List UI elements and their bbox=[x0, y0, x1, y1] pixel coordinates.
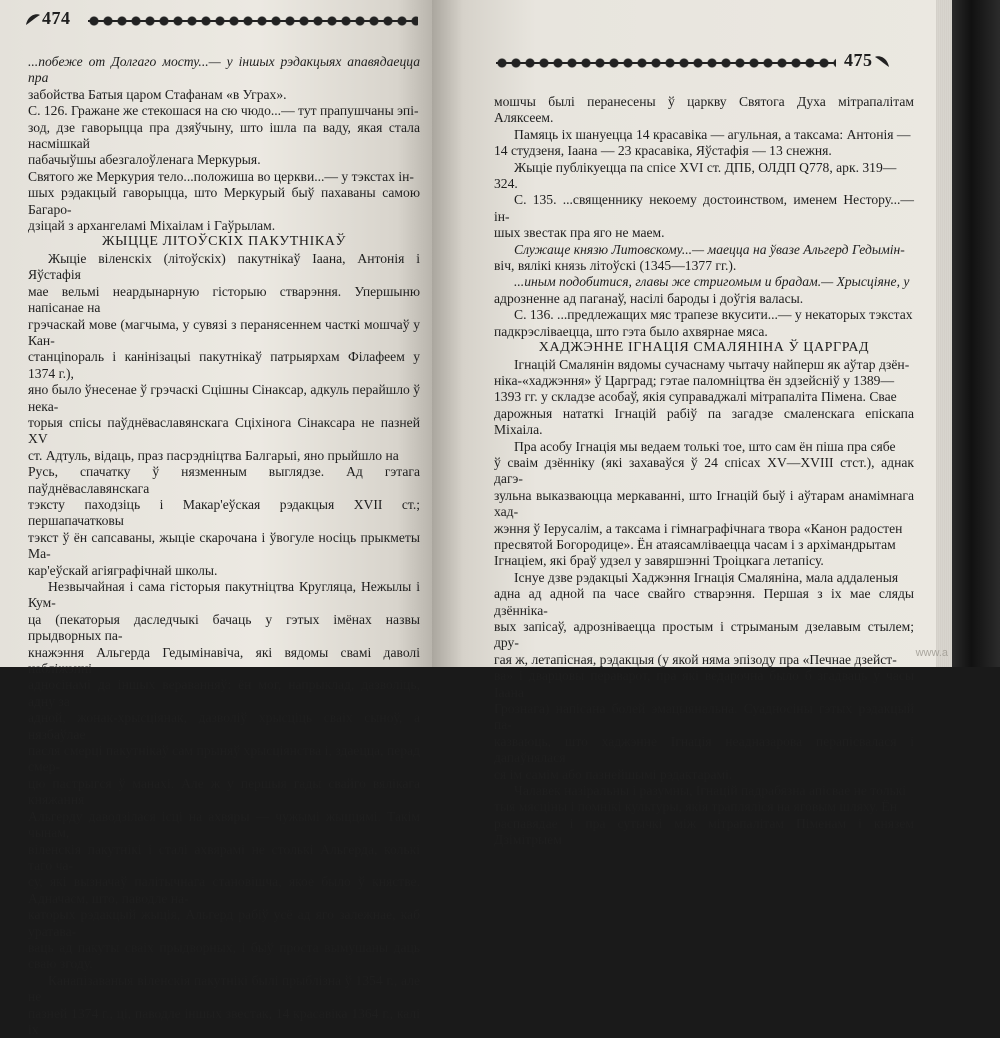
note-line: забойства Батыя царом Стафанам «в Уграх». bbox=[28, 86, 287, 102]
right-section-heading: ХАДЖЭННЕ ІГНАЦІЯ СМАЛЯНІНА Ў ЦАРГРАД bbox=[538, 340, 870, 356]
body-line: адной, жонак-хрысціянак, дазволіў хрысціць сваіх сыноў, а нязбаўлае bbox=[28, 710, 420, 742]
body-line: тыя мясціны і помнікі культуры, якія трапляліся на яговым шляху. Ён bbox=[494, 799, 897, 815]
body-line: зульна выказваюцца меркаванні, што Ігнацій быў і аўтарам анамімнага хад- bbox=[494, 487, 914, 520]
note-line: адрозненне ад паганаў, насілі бароды і доўгія валасы. bbox=[494, 290, 804, 306]
note-line: Святого же Меркурия тело...положиша во церкви...— у тэкстах ін- bbox=[28, 168, 414, 184]
body-line: ст. Адтуль, відаць, праз пасрэдніцтва Балгарыі, яно прыйшло на bbox=[28, 447, 399, 463]
body-line: грэчаскай мове (магчыма, у сувязі з перанясеннем часткі мошчаў у Кан- bbox=[28, 316, 420, 348]
body-line: вых запісаў, адрозніваецца простым і стрыманым дзелавым стылем; дру- bbox=[494, 619, 914, 651]
note-line: 324. bbox=[494, 176, 518, 192]
right-page-number: 475 bbox=[844, 50, 891, 71]
left-text bbox=[28, 54, 420, 1038]
body-line: Ігнацій Смалянін вядомы сучаснаму чытачу найперш як аўтар дзён- bbox=[514, 356, 910, 372]
note-line: 14 студзеня, Іаана — 23 красавіка, Яўстафія — 13 снежня. bbox=[494, 143, 832, 159]
note-line: ...иным подобитися, главы же стригомым и брадам.— Хрысціяне, у bbox=[514, 274, 910, 290]
note-line: віч, вялікі князь літоўскі (1345—1377 гг.). bbox=[494, 258, 737, 274]
header-ornament-right bbox=[496, 54, 836, 72]
body-line: ваць ад пакуты сваіх прыдворных, і быў проста вымушаны даць сваю згоду. bbox=[28, 939, 420, 972]
body-line: ся ім самім або пазнейшымі рэдактарамі. bbox=[494, 766, 733, 782]
note-line: зод, дзе гаворыцца пра дзяўчыну, што ішла па ваду, якая стала насмішкай bbox=[28, 119, 420, 152]
note-line: ...побеже от Долгаго мосту...— у іншых рэдакцыях апавядаецца пра bbox=[28, 54, 420, 86]
left-section-heading: ЖЫЦЦЕ ЛІТОЎСКІХ ПАКУТНІКАЎ bbox=[102, 234, 346, 250]
body-line: цю пастрыгся ў манахі. Але ж у першыя гады свайго вялікага княжання bbox=[28, 775, 420, 808]
body-line: Канапізаваныя віленскія пакутнікі былі прыблізна ў 1354 г., але не bbox=[28, 972, 420, 1005]
body-line: ніка-«хаджэння» ў Царград; гэтае паломніцтва ён здзейсніў у 1389— bbox=[494, 372, 895, 388]
right-page bbox=[432, 0, 952, 848]
body-line: пасля смерці пакутнікаў сам прыняў хрысціянства і, здаецца, перад смер- bbox=[28, 743, 420, 775]
book-cover bbox=[952, 0, 1000, 667]
body-line: торыя спісы паўднёваславянскага Сціхінога Сінаксара не пазней XV bbox=[28, 414, 420, 447]
page-edges bbox=[936, 0, 952, 667]
body-line: Грознага) напісана болей эмацыянальна. Суадносіны гэтых рэдакцый па- bbox=[494, 701, 914, 733]
body-line: Пра асобу Ігнація мы ведаем толькі тое, што сам ён піша пра сябе bbox=[514, 438, 896, 454]
body-line: Русь, спачатку ў нязменным выглядзе. Ад гэтага паўднёваславянскага bbox=[28, 464, 420, 496]
body-line: Чалавек назіральны і разумны, Ігнацій падрабязна апісвае не толькі bbox=[514, 783, 907, 799]
body-line: мае вельмі неардынарную гісторыю стварэння. Упершыню напісанае на bbox=[28, 283, 420, 316]
body-line: Ігнаціем, які браў удзел у завяршэнні Троіцкага летапісу. bbox=[494, 553, 824, 569]
note-line: С. 136. ...предлежащих мяс трапезе вкусити...— у некаторых тэкстах bbox=[514, 307, 913, 323]
left-page bbox=[0, 0, 432, 1037]
note-line: шых рэдакцый гаворыцца, што Меркурый быў пахаваны самою Багаро- bbox=[28, 185, 420, 217]
body-line: пресвятой Богородице». Ён атаясамліваецца часам і з архімандрытам bbox=[494, 536, 896, 552]
body-line: су, які вызначаў палітычнага становішча, якое было ў княстве. Адначасм, што, паводле на- bbox=[28, 874, 420, 906]
note-line: шых звестак пра яго не маем. bbox=[494, 225, 665, 241]
note-line: Памяць іх шануецца 14 красавіка — агульная, а таксама: Антонія — bbox=[514, 126, 911, 142]
header-ornament-left bbox=[88, 12, 418, 30]
body-line: віленскія пакутнікі і сталі ахвярамі не столькі Альгерда, колькі таго ча- bbox=[28, 841, 420, 873]
body-line: Незвычайная і сама гісторыя пакутніцтва Кругляца, Нежылы і Кум- bbox=[28, 579, 420, 611]
body-line: адна ад адной па часе свайго стварэння. Першая з іх мае сляды дзённіка- bbox=[494, 586, 914, 618]
body-line: ва» і дварцовы пераварот, пра які ведарочна было б згадваць у часы Іаана bbox=[494, 668, 914, 700]
body-line: ў сваім дзённіку (які захаваўся ў 24 спісах XV—XVIII стст.), аднак дагэ- bbox=[494, 454, 914, 487]
body-line: Жыціе віленскіх (літоўскіх) пакутнікаў Іаана, Антонія і Яўстафія bbox=[28, 250, 420, 283]
body-line: каторых рэдакцый жыція, Альгерд рабіў усё ад яго залежнае, каб уратава- bbox=[28, 907, 420, 939]
body-line: тэкст ў ён сапсаваны, жыціе скарочана і ўвогуле носіць прыкметы Ма- bbox=[28, 529, 420, 562]
body-line: Існуе дзве рэдакцыі Хаджэння Ігнація Смаляніна, мала аддаленыя bbox=[514, 569, 899, 585]
note-line: Жыціе публікуецца па спісе XVI ст. ДПБ, ОЛДП Q778, арк. 319— bbox=[514, 159, 897, 175]
left-page-number: 474 bbox=[24, 8, 71, 29]
body-line: ца (пекаторыя даследчыкі бачаць у гэтых імёнах назвы прыдворных па- bbox=[28, 611, 420, 644]
note-line: С. 135. ...священнику некоему достоинством, именем Нестору...— ін- bbox=[494, 192, 914, 224]
right-text bbox=[494, 94, 914, 849]
body-line: гая ж, летапісная, рэдакцыя (у якой няма эпізоду пра «Печнае дзейст- bbox=[494, 651, 897, 667]
body-line: казваюць, што хаджэнне Ігнація неадназарова перапісвалася і дапаўнялася bbox=[494, 733, 914, 766]
body-line: распавядае і пра сутычкі між мітрапалітам Піменам і князем Дзімітрыем bbox=[494, 815, 914, 848]
body-line: 1393 гг. у складзе асобаў, якія суправаджалі мітрапаліта Пімена. Свае bbox=[494, 389, 897, 405]
note-line: С. 126. Гражане же стекошася на сю чюдо...— тут прапушчаны эпі- bbox=[28, 103, 419, 119]
body-line: дарожныя нататкі Ігнацій рабіў па загадзе смаленскага епіскапа Міхаіла. bbox=[494, 405, 914, 438]
body-line: жэння ў Іерусалім, а таксама і гімнаграфічнага твора «Канон радостен bbox=[494, 520, 903, 536]
body-line: яно было ўнесенае ў грэчаскі Сцішны Сінаксар, адкуль перайшло ў нека- bbox=[28, 382, 420, 414]
watermark: www.a bbox=[915, 647, 948, 659]
note-line: падкрэсліваецца, што гэта было ахвярнае мяса. bbox=[494, 323, 768, 339]
body-line: тэксту паходзіць і Макар'еўская рэдакцыя XVII ст.; першапачатковы bbox=[28, 496, 420, 529]
note-line: дзіцай з архангеламі Міхаілам і Гаўрылам. bbox=[28, 218, 276, 234]
note-line: Служаще князю Литовскому...— маецца на ўвазе Альгерд Гедымін- bbox=[514, 241, 905, 257]
body-line: пазней 1374 г., ці, паводле іншых звестак, 14 красавіка 1364 г., калі іх bbox=[28, 1005, 420, 1037]
note-line: пабачыўшы абезгалоўленага Меркурыя. bbox=[28, 152, 261, 168]
body-line: Альгерду даводзілася ісці на ахвяры — чужымі жыццямі. Такім чынам, bbox=[28, 808, 420, 841]
body-line: станціnopаль і канінізацыі пакутнікаў патрыярхам Філафеем у 1374 г.), bbox=[28, 349, 420, 381]
body-line: кар'еўскай агіяграфічнай школы. bbox=[28, 562, 218, 578]
ornament-leaf-icon bbox=[24, 11, 42, 29]
body-line: адносінамі да іншых вераванняў: ён мог, напрыклад, дазволіць, адну за bbox=[28, 677, 420, 709]
ornament-leaf-icon bbox=[873, 53, 891, 71]
body-line: кнажэння Альгерда Гедымінавіча, які вядомы свамі даволі набліжэнні bbox=[28, 644, 420, 677]
note-line: мошчы былі перанесены ў царкву Святога Духа мітрапалітам Аляксеем. bbox=[494, 94, 914, 126]
